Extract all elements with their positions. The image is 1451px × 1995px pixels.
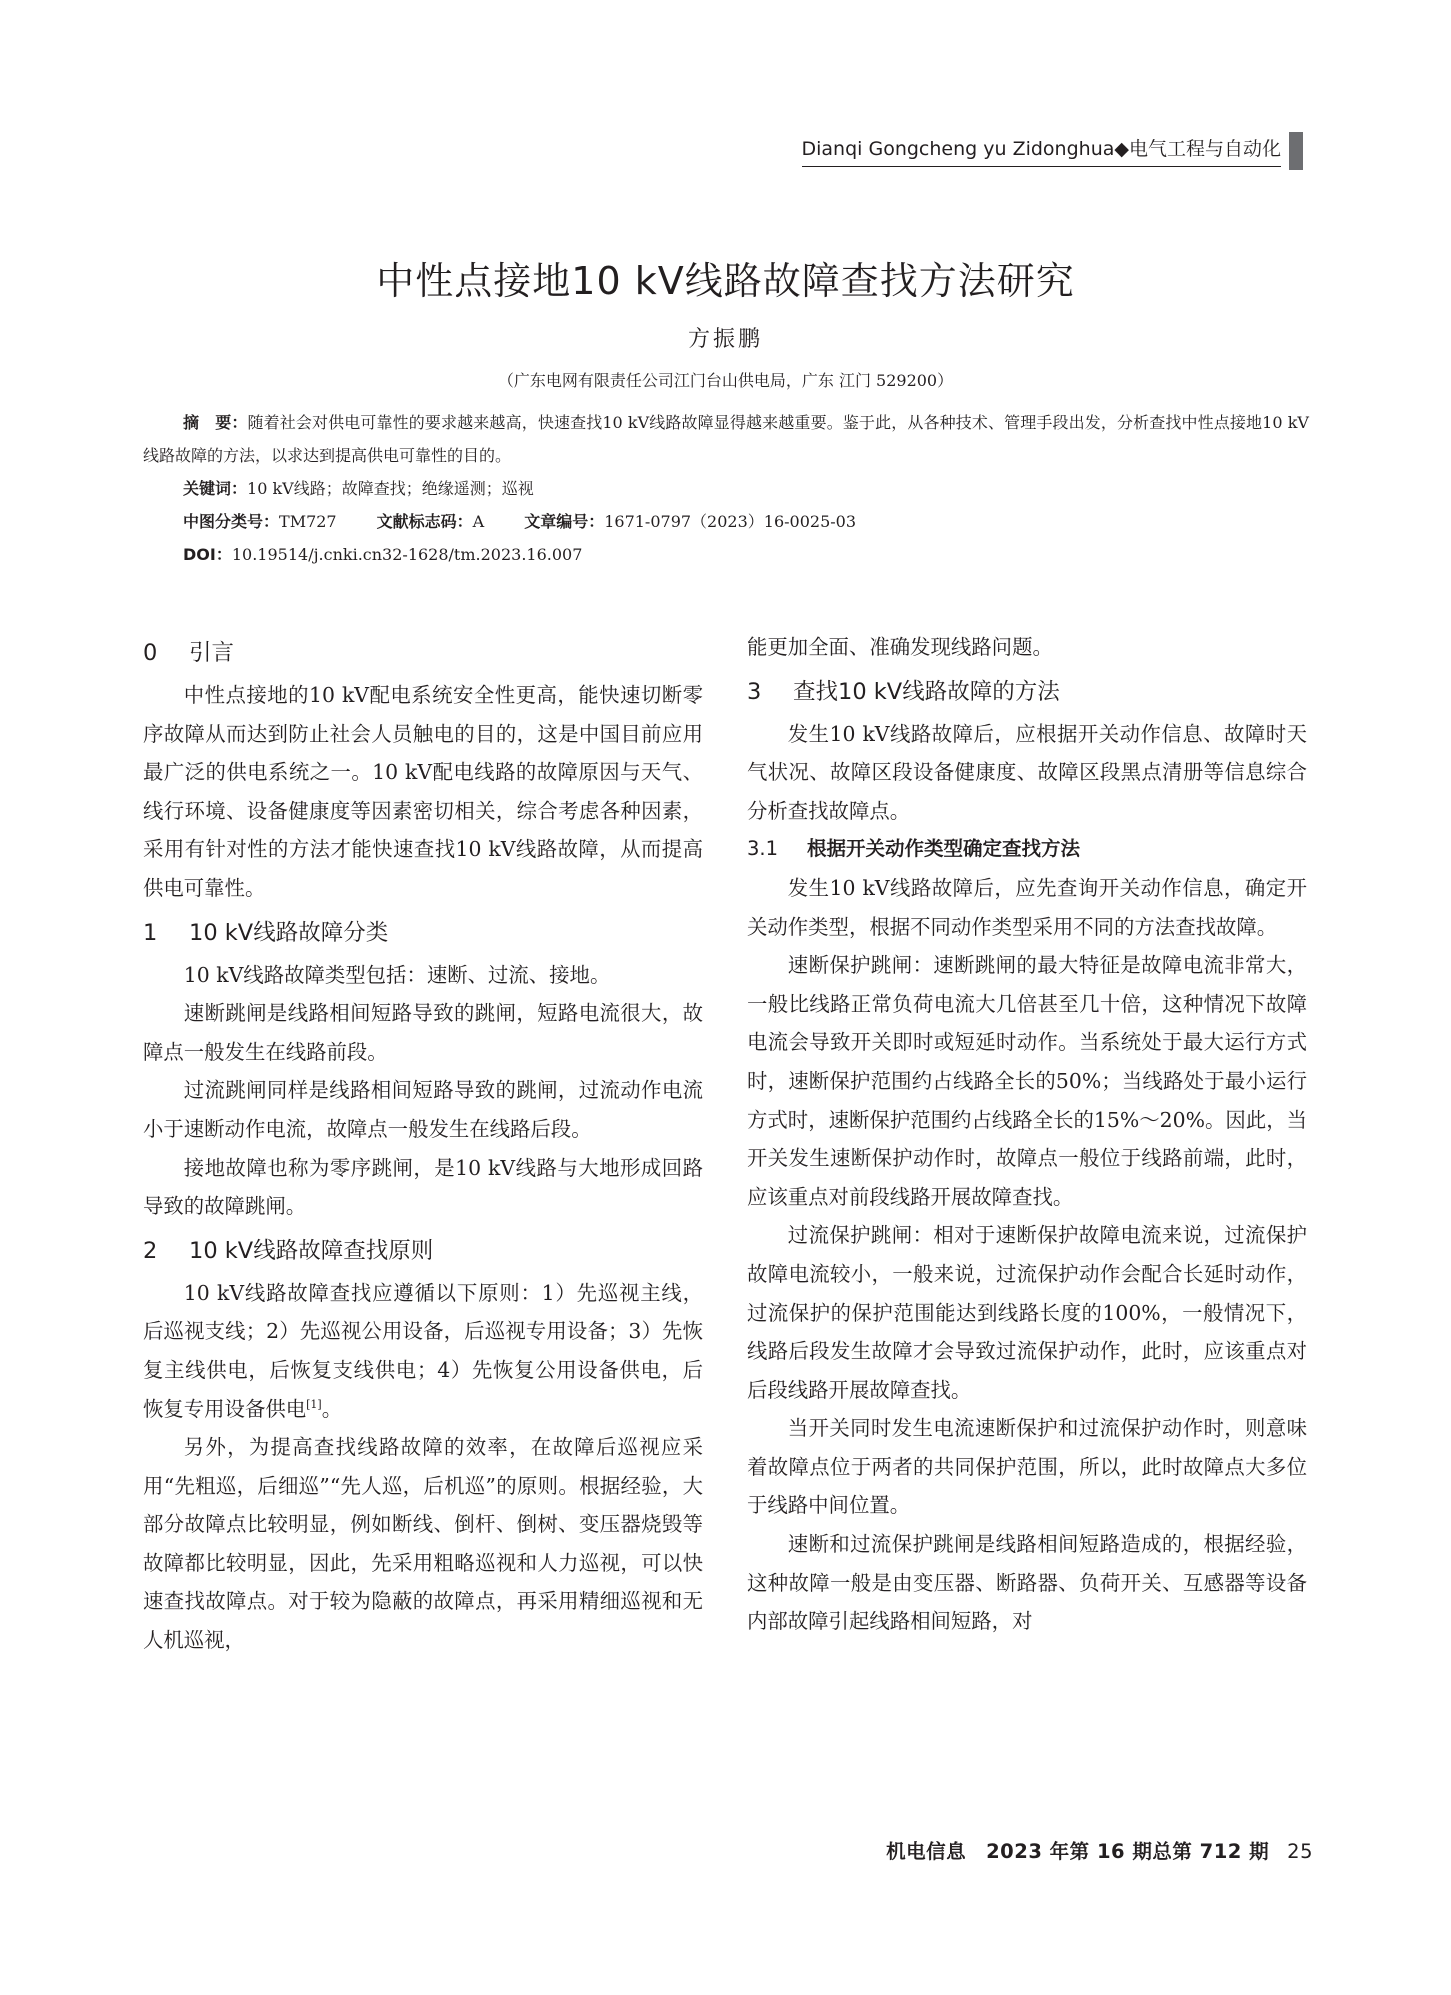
left-column: [143, 628, 703, 1660]
paper-title: 中性点接地10 kV线路故障查找方法研究: [376, 259, 1075, 303]
doc-code-value: A: [472, 512, 485, 531]
paragraph: 过流保护跳闸：相对于速断保护故障电流来说，过流保护故障电流较小，一般来说，过流保护动作会配合长延时动作，过流保护的保护范围能达到线路长度的100%，一般情况下，线路后段发生故障才会导致过流保护动作，此时，应该重点对后段线路开展故障查找。: [747, 1223, 1307, 1402]
section-heading-1: [143, 913, 703, 953]
page-number: 25: [1287, 1840, 1313, 1863]
journal-running-title: Dianqi Gongcheng yu Zidonghua◆电气工程与自动化: [802, 136, 1282, 167]
paragraph: 发生10 kV线路故障后，应根据开关动作信息、故障时天气状况、故障区段设备健康度、故障区段黑点清册等信息综合分析查找故障点。: [747, 721, 1307, 823]
section-number: 0: [143, 640, 158, 666]
page-footer: [886, 1836, 1313, 1864]
clc-value: TM727: [279, 512, 337, 531]
article-number-label: 文章编号：: [524, 512, 605, 531]
doi-value: 10.19514/j.cnki.cn32-1628/tm.2023.16.007: [231, 545, 583, 564]
header-bar-decoration: [1289, 132, 1303, 170]
section-heading-3: [747, 672, 1307, 712]
keywords-label: 关键词：: [183, 479, 248, 498]
paragraph: 速断跳闸是线路相间短路导致的跳闸，短路电流很大，故障点一般发生在线路前段。: [143, 1001, 703, 1064]
abstract-text: 随着社会对供电可靠性的要求越来越高，快速查找10 kV线路故障显得越来越重要。鉴于此，从各种技术、管理手段出发，分析查找中性点接地10 kV线路故障的方法，以求达到提高供电可靠性的目的。: [143, 413, 1309, 465]
section-number: 3: [747, 678, 762, 705]
abstract-label: 摘 要：: [183, 413, 248, 432]
keywords-text: 10 kV线路；故障查找；绝缘遥测；巡视: [247, 479, 534, 498]
right-column: [747, 628, 1307, 1641]
paragraph: [143, 1274, 703, 1428]
paragraph: 速断和过流保护跳闸是线路相间短路造成的，根据经验，这种故障一般是由变压器、断路器、负荷开关、互感器等设备内部故障引起线路相间短路，对: [747, 1532, 1307, 1634]
paragraph-continued: 能更加全面、准确发现线路问题。: [747, 635, 1053, 659]
subsection-title: 根据开关动作类型确定查找方法: [807, 837, 1081, 861]
section-title: 10 kV线路故障查找原则: [189, 1237, 434, 1264]
paragraph: 中性点接地的10 kV配电系统安全性更高，能快速切断零序故障从而达到防止社会人员触电的目的，这是中国目前应用最广泛的供电系统之一。10 kV配电线路的故障原因与天气、线行环境、设备健康度等因素密切相关，综合考虑各种因素，采用有针对性的方法才能快速查找10 kV线路故障，从而提高供电可靠性。: [143, 683, 703, 900]
clc-label: 中图分类号：: [183, 512, 280, 531]
paragraph: 速断保护跳闸：速断跳闸的最大特征是故障电流非常大，一般比线路正常负荷电流大几倍甚至几十倍，这种情况下故障电流会导致开关即时或短延时动作。当系统处于最大运行方式时，速断保护范围约占线路全长的50%；当线路处于最小运行方式时，速断保护范围约占线路全长的15%～20%。因此，当开关发生速断保护动作时，故障点一般位于线路前端，此时，应该重点对前段线路开展故障查找。: [747, 953, 1307, 1209]
affiliation: （广东电网有限责任公司江门台山供电局，广东 江门 529200）: [497, 371, 954, 390]
paragraph: 另外，为提高查找线路故障的效率，在故障后巡视应采用“先粗巡，后细巡”“先人巡，后机巡”的原则。根据经验，大部分故障点比较明显，例如断线、倒杆、倒树、变压器烧毁等故障都比较明显，因此，先采用粗略巡视和人力巡视，可以快速查找故障点。对于较为隐蔽的故障点，再采用精细巡视和无人机巡视，: [143, 1435, 703, 1653]
paragraph-end: 。: [321, 1396, 343, 1421]
section-heading-2: [143, 1231, 703, 1271]
subsection-number: 3.1: [747, 837, 779, 861]
author: 方振鹏: [687, 327, 763, 352]
section-title: 引言: [189, 640, 235, 666]
article-metadata: [143, 406, 1309, 571]
section-number: 1: [143, 919, 158, 946]
classification-row: [143, 505, 1309, 538]
keywords: [143, 472, 1309, 505]
section-heading-0: [143, 633, 703, 673]
citation-reference: [1]: [306, 1397, 322, 1411]
article-number-value: 1671-0797（2023）16-0025-03: [604, 512, 857, 531]
paragraph: 当开关同时发生电流速断保护和过流保护动作时，则意味着故障点位于两者的共同保护范围，所以，此时故障点大多位于线路中间位置。: [747, 1416, 1307, 1518]
paragraph: 过流跳闸同样是线路相间短路导致的跳闸，过流动作电流小于速断动作电流，故障点一般发生在线路后段。: [143, 1078, 703, 1141]
doi-row: [143, 538, 1309, 571]
section-title: 查找10 kV线路故障的方法: [793, 678, 1060, 705]
doc-code-label: 文献标志码：: [376, 512, 473, 531]
journal-issue: 机电信息 2023 年第 16 期总第 712 期: [886, 1840, 1270, 1863]
paragraph: 10 kV线路故障类型包括：速断、过流、接地。: [183, 962, 611, 987]
section-title: 10 kV线路故障分类: [189, 919, 389, 946]
abstract: [143, 406, 1309, 472]
paragraph: 发生10 kV线路故障后，应先查询开关动作信息，确定开关动作类型，根据不同动作类型采用不同的方法查找故障。: [747, 875, 1307, 939]
subsection-heading-3-1: [747, 830, 1307, 869]
doi-label: DOI：: [183, 545, 232, 564]
paragraph-text: 10 kV线路故障查找应遵循以下原则：1）先巡视主线，后巡视支线；2）先巡视公用设备，后巡视专用设备；3）先恢复主线供电，后恢复支线供电；4）先恢复公用设备供电，后恢复专用设备供电: [143, 1280, 703, 1421]
paragraph: 接地故障也称为零序跳闸，是10 kV线路与大地形成回路导致的故障跳闸。: [143, 1155, 703, 1219]
section-number: 2: [143, 1237, 158, 1264]
running-header: [802, 132, 1304, 170]
